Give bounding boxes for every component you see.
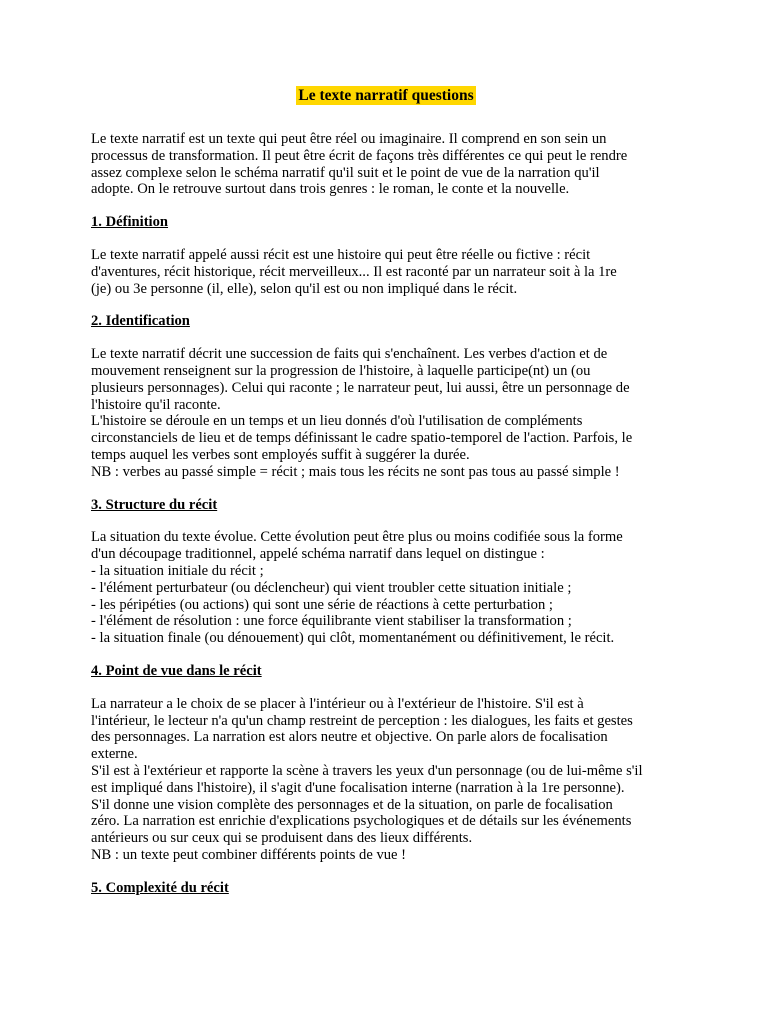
document-page	[91, 86, 681, 912]
section-heading-complexite: 5. Complexité du récit	[91, 879, 229, 896]
body-line: NB : verbes au passé simple = récit ; mais tous les récits ne sont pas tous au passé simple !	[91, 463, 620, 480]
intro-line: adopte. On le retrouve surtout dans trois genres : le roman, le conte et la nouvelle.	[91, 181, 570, 198]
intro-line: processus de transformation. Il peut être écrit de façons très différentes ce qui peut le rendre	[91, 147, 628, 164]
section-body-point-de-vue	[91, 696, 681, 864]
body-line: L'histoire se déroule en un temps et un lieu donnés d'où l'utilisation de compléments	[91, 413, 583, 430]
section-heading-definition: 1. Définition	[91, 214, 169, 231]
section-heading-structure: 3. Structure du récit	[91, 496, 218, 513]
body-line: La narrateur a le choix de se placer à l'intérieur ou à l'extérieur de l'histoire. S'il est à	[91, 695, 584, 712]
intro-paragraph	[91, 131, 681, 198]
body-line: - la situation initiale du récit ;	[91, 562, 264, 579]
body-line: d'aventures, récit historique, récit merveilleux... Il est raconté par un narrateur soit à la 1re	[91, 263, 617, 280]
body-line: S'il donne une vision complète des personnages et de la situation, on parle de focalisation	[91, 796, 613, 813]
section-body-structure	[91, 529, 681, 647]
body-line: - les péripéties (ou actions) qui sont une série de réactions à cette perturbation ;	[91, 596, 553, 613]
body-line: l'histoire qu'il raconte.	[91, 396, 221, 413]
body-line: l'intérieur, le lecteur n'a qu'un champ restreint de perception : les dialogues, les faits et gestes	[91, 712, 633, 729]
body-line: (je) ou 3e personne (il, elle), selon qu'il est ou non impliqué dans le récit.	[91, 280, 518, 297]
body-line: Le texte narratif décrit une succession de faits qui s'enchaînent. Les verbes d'action et de	[91, 346, 608, 363]
body-line: zéro. La narration est enrichie d'explications psychologiques et de détails sur les événements	[91, 813, 632, 830]
section-heading-point-de-vue: 4. Point de vue dans le récit	[91, 662, 262, 679]
section-heading-identification: 2. Identification	[91, 313, 190, 330]
body-line: externe.	[91, 746, 138, 763]
body-line: circonstanciels de lieu et de temps définissant le cadre spatio-temporel de l'action. Parfois, le	[91, 430, 633, 447]
body-line: Le texte narratif appelé aussi récit est une histoire qui peut être réelle ou fictive : récit	[91, 246, 591, 263]
body-line: - la situation finale (ou dénouement) qui clôt, momentanément ou définitivement, le récit.	[91, 630, 615, 647]
intro-line: Le texte narratif est un texte qui peut être réel ou imaginaire. Il comprend en son sein un	[91, 131, 607, 147]
body-line: plusieurs personnages). Celui qui raconte ; le narrateur peut, lui aussi, être un personnage de	[91, 379, 630, 396]
body-line: S'il est à l'extérieur et rapporte la scène à travers les yeux d'un personnage (ou de lui-même s'il	[91, 762, 643, 779]
body-line: temps auquel les verbes sont employés suffit à suggérer la durée.	[91, 446, 470, 463]
body-line: mouvement renseignent sur la progression de l'histoire, à laquelle participe(nt) un (ou	[91, 362, 591, 379]
body-line: - l'élément de résolution : une force équilibrante vient stabiliser la transformation ;	[91, 613, 572, 630]
intro-line: assez complexe selon le schéma narratif qu'il suit et le point de vue de la narration qu'il	[91, 164, 600, 181]
body-line: d'un découpage traditionnel, appelé schéma narratif dans lequel on distingue :	[91, 546, 545, 563]
body-line: antérieurs ou sur ceux qui se produisent dans des lieux différents.	[91, 830, 473, 847]
body-line: - l'élément perturbateur (ou déclencheur) qui vient troubler cette situation initiale ;	[91, 579, 572, 596]
body-line: est impliqué dans l'histoire), il s'agit d'une focalisation interne (narration à la 1re personne).	[91, 779, 625, 796]
body-line: La situation du texte évolue. Cette évolution peut être plus ou moins codifiée sous la forme	[91, 529, 623, 546]
document-title: Le texte narratif questions	[298, 87, 474, 104]
body-line: des personnages. La narration est alors neutre et objective. On parle alors de focalisation	[91, 729, 608, 746]
body-line: NB : un texte peut combiner différents points de vue !	[91, 846, 407, 863]
title-container	[91, 86, 681, 106]
section-body-identification	[91, 346, 681, 480]
section-body-definition	[91, 247, 681, 297]
